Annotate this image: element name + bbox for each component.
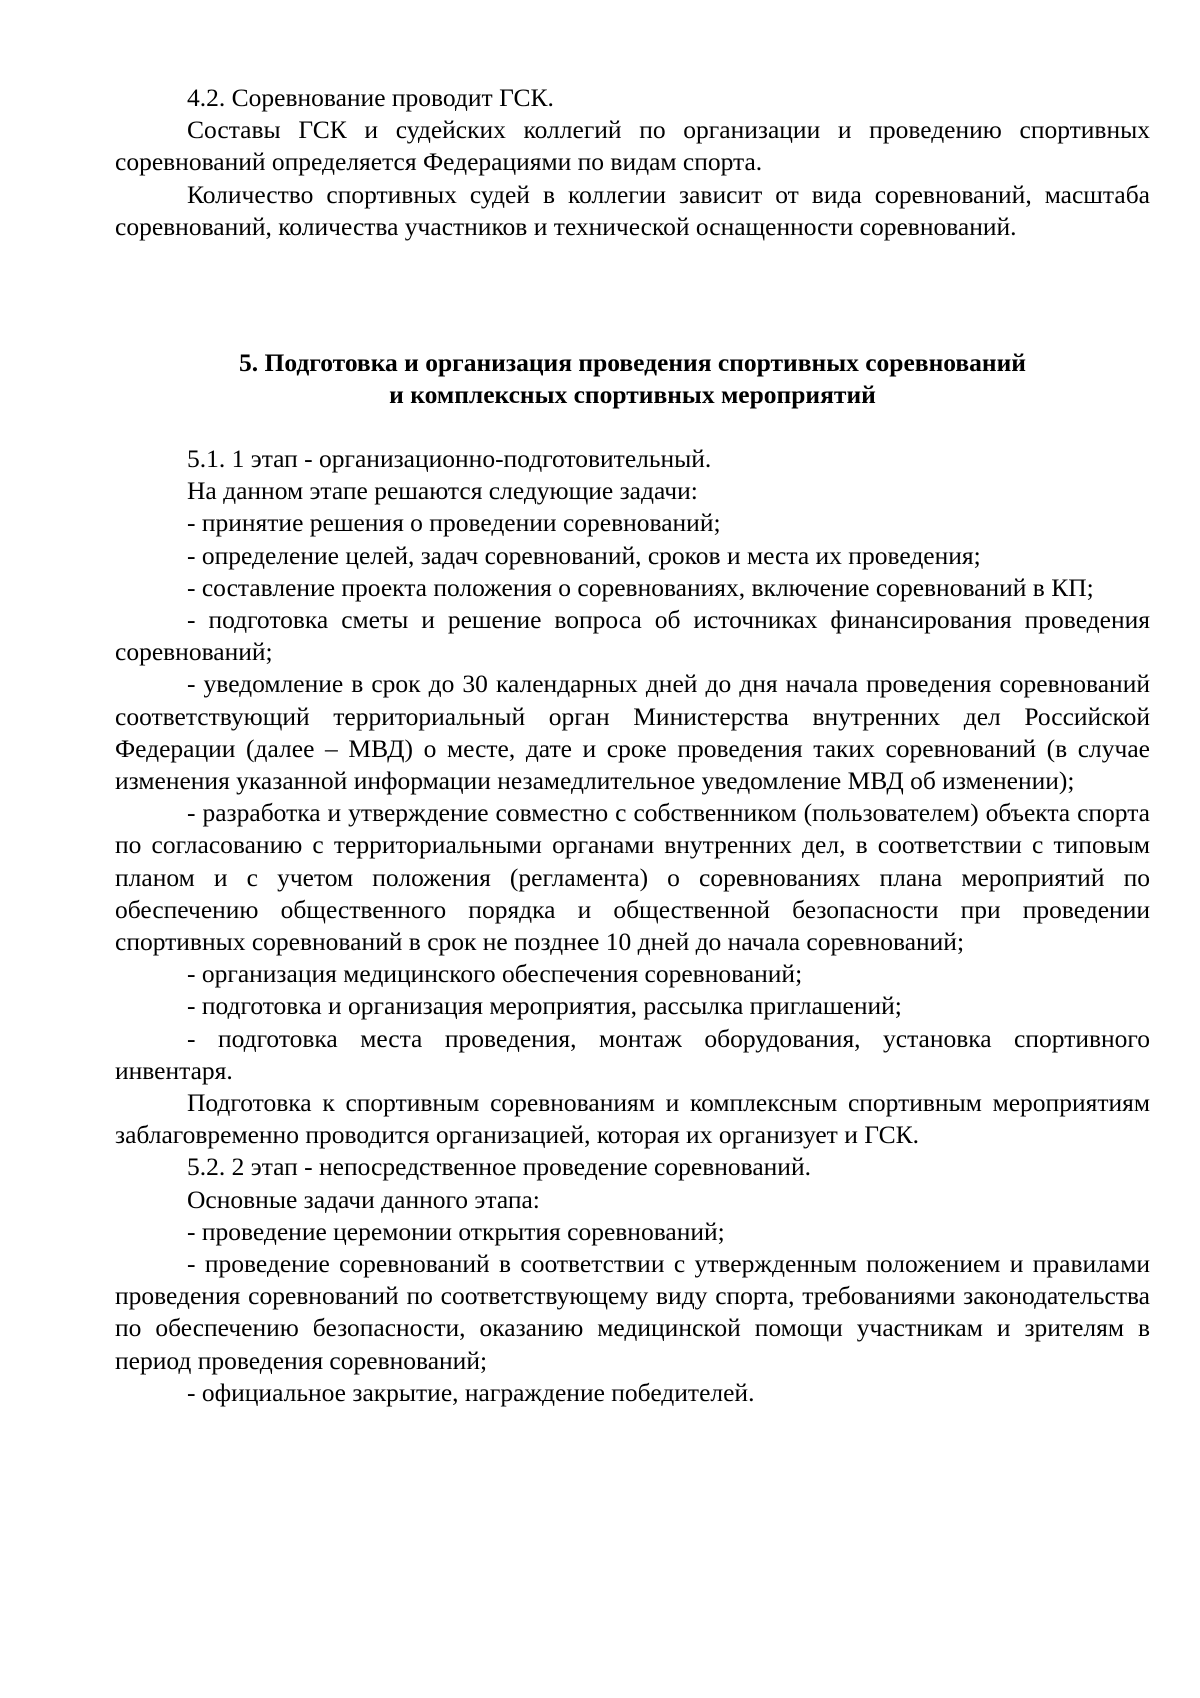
list-item: - официальное закрытие, награждение победителей. xyxy=(187,1377,755,1407)
list-item: - принятие решения о проведении соревнований; xyxy=(187,508,721,538)
list-item: - составление проекта положения о соревнованиях, включение соревнований в КП; xyxy=(187,572,1094,602)
list-item: - подготовка сметы и решение вопроса об источниках финансирования проведения соревнований; xyxy=(115,605,1150,667)
section-5-heading xyxy=(115,347,1150,411)
paragraph-judges-count: Количество спортивных судей в коллегии зависит от вида соревнований, масштаба соревнований, количества участников и технической оснащенности соревнований. xyxy=(115,179,1150,241)
list-item: - подготовка места проведения, монтаж оборудования, установка спортивного инвентаря. xyxy=(115,1023,1150,1085)
paragraph-stage2-intro: Основные задачи данного этапа: xyxy=(187,1184,540,1214)
section-5-body xyxy=(115,443,1150,1409)
section-5-heading-line-2: и комплексных спортивных мероприятий xyxy=(389,380,876,410)
section-5-heading-line-1: 5. Подготовка и организация проведения спортивных соревнований xyxy=(239,348,1026,377)
list-item: - подготовка и организация мероприятия, рассылка приглашений; xyxy=(187,991,902,1021)
paragraph-4-2: 4.2. Соревнование проводит ГСК. xyxy=(187,83,554,112)
section-4-body xyxy=(115,82,1150,243)
list-item: - уведомление в срок до 30 календарных дней до дня начала проведения соревнований соответствующий территориальный орган Министерства внутренних дел Российской Федерации (далее – МВД) о месте, дате и сроке проведения таких соревнований (в случае изменения указанной информации незамедлительное уведомление МВД об изменении); xyxy=(115,669,1150,796)
list-item: - организация медицинского обеспечения соревнований; xyxy=(187,959,803,989)
paragraph-stage1-intro: На данном этапе решаются следующие задачи: xyxy=(187,476,698,506)
paragraph-5-1: 5.1. 1 этап - организационно-подготовительный. xyxy=(187,444,712,473)
paragraph-preparation: Подготовка к спортивным соревнованиям и комплексным спортивным мероприятиям заблаговременно проводится организацией, которая их организует и ГСК. xyxy=(115,1088,1150,1150)
list-item: - проведение соревнований в соответствии с утвержденным положением и правилами проведения соревнований по соответствующему виду спорта, требованиями законодательства по обеспечению безопасности, оказанию медицинской помощи участникам и зрителям в период проведения соревнований; xyxy=(115,1249,1150,1375)
paragraph-gsk-composition: Составы ГСК и судейских коллегий по организации и проведению спортивных соревнований определяется Федерациями по видам спорта. xyxy=(115,115,1150,177)
list-item: - определение целей, задач соревнований, сроков и места их проведения; xyxy=(187,540,981,570)
paragraph-5-2: 5.2. 2 этап - непосредственное проведение соревнований. xyxy=(187,1152,811,1182)
list-item: - разработка и утверждение совместно с собственником (пользователем) объекта спорта по согласованию с территориальными органами внутренних дел, в соответствии с типовым планом и с учетом положения (регламента) о соревнованиях плана мероприятий по обеспечению общественного порядка и общественной безопасности при проведении спортивных соревнований в срок не позднее 10 дней до начала соревнований; xyxy=(115,798,1150,957)
list-item: - проведение церемонии открытия соревнований; xyxy=(187,1216,725,1246)
